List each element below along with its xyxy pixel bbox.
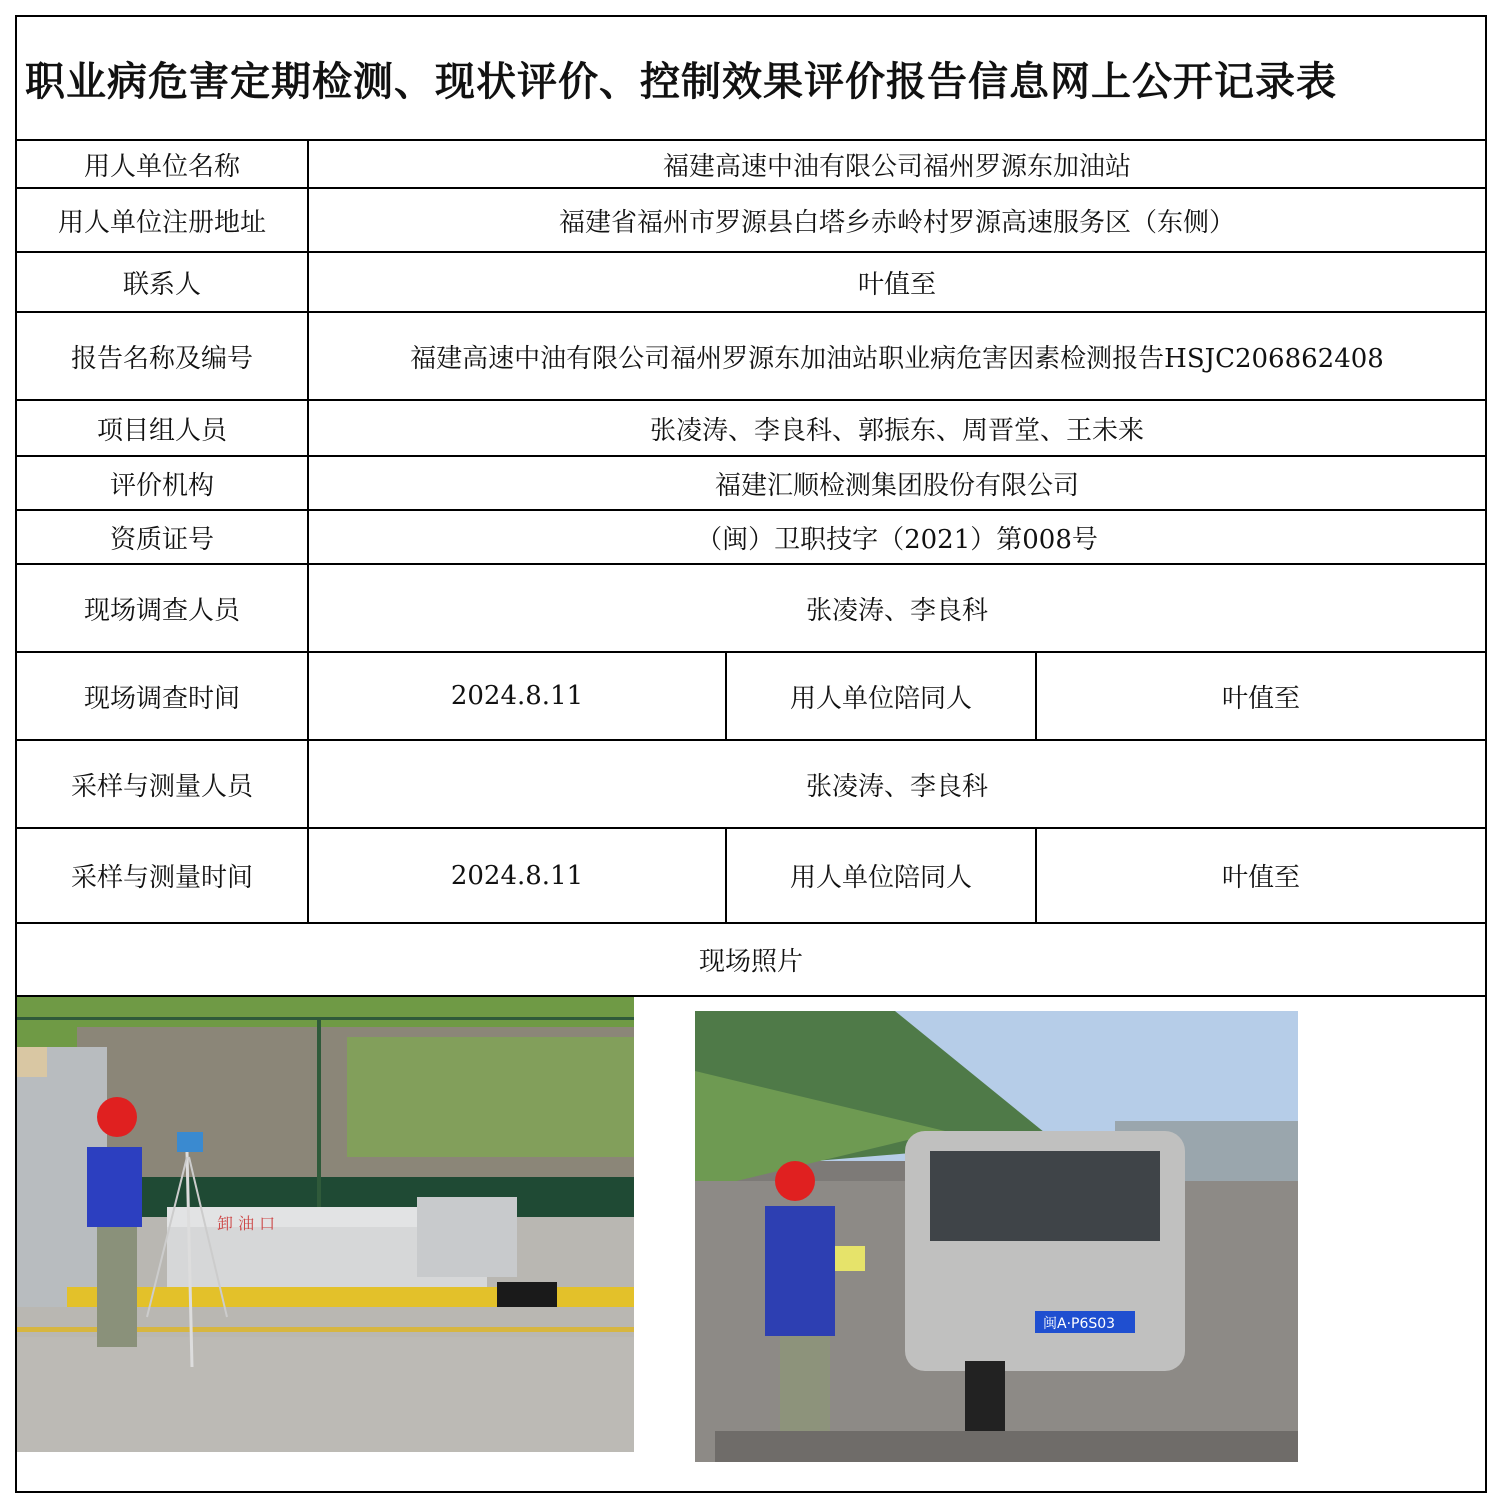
svg-text:闽A·P6S03: 闽A·P6S03 xyxy=(1043,1316,1116,1332)
value-certificate-number: （闽）卫职技字（2021）第008号 xyxy=(696,524,1098,555)
value-survey-companion: 叶值至 xyxy=(1221,683,1300,714)
site-photo-2 xyxy=(695,1011,1298,1462)
site-photos-header: 现场照片 xyxy=(698,947,803,977)
label-survey-staff: 现场调查人员 xyxy=(83,595,240,626)
label-registered-address: 用人单位注册地址 xyxy=(57,207,266,238)
svg-text:卸 油 口: 卸 油 口 xyxy=(217,1214,276,1233)
page-title: 职业病危害定期检测、现状评价、控制效果评价报告信息网上公开记录表 xyxy=(25,57,1337,105)
label-contact-person: 联系人 xyxy=(122,269,201,300)
label-evaluation-agency: 评价机构 xyxy=(109,470,214,501)
label-report-name: 报告名称及编号 xyxy=(70,343,253,374)
label-sampling-time: 采样与测量时间 xyxy=(70,863,253,893)
label-employer-name: 用人单位名称 xyxy=(83,151,240,182)
value-registered-address: 福建省福州市罗源县白塔乡赤岭村罗源高速服务区（东侧） xyxy=(558,207,1235,238)
label-survey-companion: 用人单位陪同人 xyxy=(789,683,972,714)
label-sampling-staff: 采样与测量人员 xyxy=(70,771,253,802)
value-evaluation-agency: 福建汇顺检测集团股份有限公司 xyxy=(714,470,1079,501)
label-sampling-companion: 用人单位陪同人 xyxy=(789,863,972,893)
value-sampling-staff: 张凌涛、李良科 xyxy=(805,771,988,802)
label-survey-time: 现场调查时间 xyxy=(83,683,240,714)
value-report-name: 福建高速中油有限公司福州罗源东加油站职业病危害因素检测报告HSJC206862408 xyxy=(410,343,1384,374)
value-sampling-companion: 叶值至 xyxy=(1221,863,1300,893)
label-certificate-number: 资质证号 xyxy=(109,524,214,555)
value-contact-person: 叶值至 xyxy=(857,269,936,300)
value-survey-date: 2024.8.11 xyxy=(450,681,584,711)
value-project-team: 张凌涛、李良科、郭振东、周晋堂、王未来 xyxy=(649,415,1144,446)
site-photo-1 xyxy=(17,997,634,1452)
value-survey-staff: 张凌涛、李良科 xyxy=(805,595,988,626)
label-project-team: 项目组人员 xyxy=(96,415,227,446)
value-employer-name: 福建高速中油有限公司福州罗源东加油站 xyxy=(662,151,1131,182)
value-sampling-date: 2024.8.11 xyxy=(450,860,584,891)
